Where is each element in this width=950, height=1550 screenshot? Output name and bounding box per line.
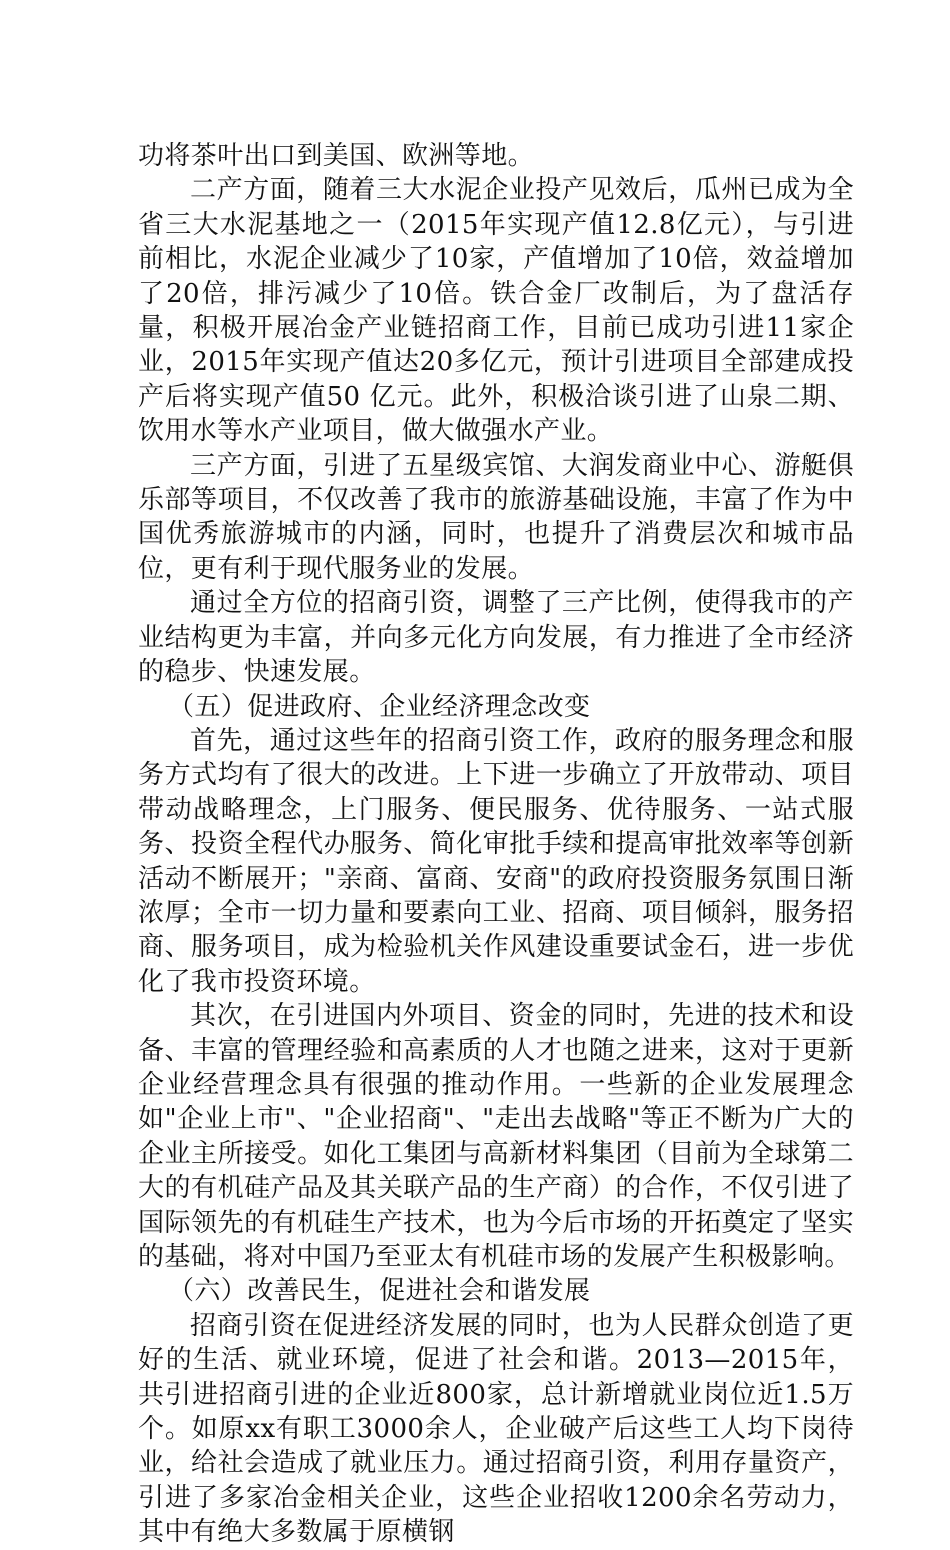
document-page bbox=[138, 139, 854, 1550]
paragraph-continuation: 功将茶叶出口到美国、欧洲等地。 bbox=[138, 141, 535, 171]
paragraph-livelihood: 招商引资在促进经济发展的同时，也为人民群众创造了更好的生活、就业环境，促进了社会和谐。2013—2015年，共引进招商引进的企业近800家，总计新增就业岗位近1.5万个。如原xx有职工3000余人，企业破产后这些工人均下岗待业，给社会造成了就业压力。通过招商引资，利用存量资产，引进了多家冶金相关企业，这些企业招收1200余名劳动力，其中有绝大多数属于原横钢 bbox=[138, 1310, 854, 1548]
paragraph-tertiary-industry: 三产方面，引进了五星级宾馆、大润发商业中心、游艇俱乐部等项目，不仅改善了我市的旅游基础设施，丰富了作为中国优秀旅游城市的内涵，同时，也提升了消费层次和城市品位，更有利于现代服务业的发展。 bbox=[138, 450, 854, 584]
paragraph-secondary-industry: 二产方面，随着三大水泥企业投产见效后，瓜州已成为全省三大水泥基地之一（2015年实现产值12.8亿元），与引进前相比，水泥企业减少了10家，产值增加了10倍，效益增加了20倍，排污减少了10倍。铁合金厂改制后，为了盘活存量，积极开展冶金产业链招商工作，目前已成功引进11家企业，2015年实现产值达20多亿元，预计引进项目全部建成投产后将实现产值50 亿元。此外，积极洽谈引进了山泉二期、饮用水等水产业项目，做大做强水产业。 bbox=[138, 175, 854, 447]
paragraph-industry-structure: 通过全方位的招商引资，调整了三产比例，使得我市的产业结构更为丰富，并向多元化方向发展，有力推进了全市经济的稳步、快速发展。 bbox=[138, 588, 854, 688]
section-heading-five: （五）促进政府、企业经济理念改变 bbox=[168, 691, 591, 722]
paragraph-first: 首先，通过这些年的招商引资工作，政府的服务理念和服务方式均有了很大的改进。上下进一步确立了开放带动、项目带动战略理念，上门服务、便民服务、优待服务、一站式服务、投资全程代办服务、简化审批手续和提高审批效率等创新活动不断展开；"亲商、富商、安商"的政府投资服务氛围日渐浓厚；全市一切力量和要素向工业、招商、项目倾斜，服务招商、服务项目，成为检验机关作风建设重要试金石，进一步优化了我市投资环境。 bbox=[138, 725, 854, 997]
section-heading-six: （六）改善民生，促进社会和谐发展 bbox=[168, 1276, 591, 1307]
paragraph-second: 其次，在引进国内外项目、资金的同时，先进的技术和设备、丰富的管理经验和高素质的人才也随之进来，这对于更新企业经营理念具有很强的推动作用。一些新的企业发展理念如"企业上市"、"企业招商"、"走出去战略"等正不断为广大的企业主所接受。如化工集团与高新材料集团（目前为全球第二大的有机硅产品及其关联产品的生产商）的合作，不仅引进了国际领先的有机硅生产技术，也为今后市场的开拓奠定了坚实的基础，将对中国乃至亚太有机硅市场的发展产生积极影响。 bbox=[138, 1001, 854, 1272]
